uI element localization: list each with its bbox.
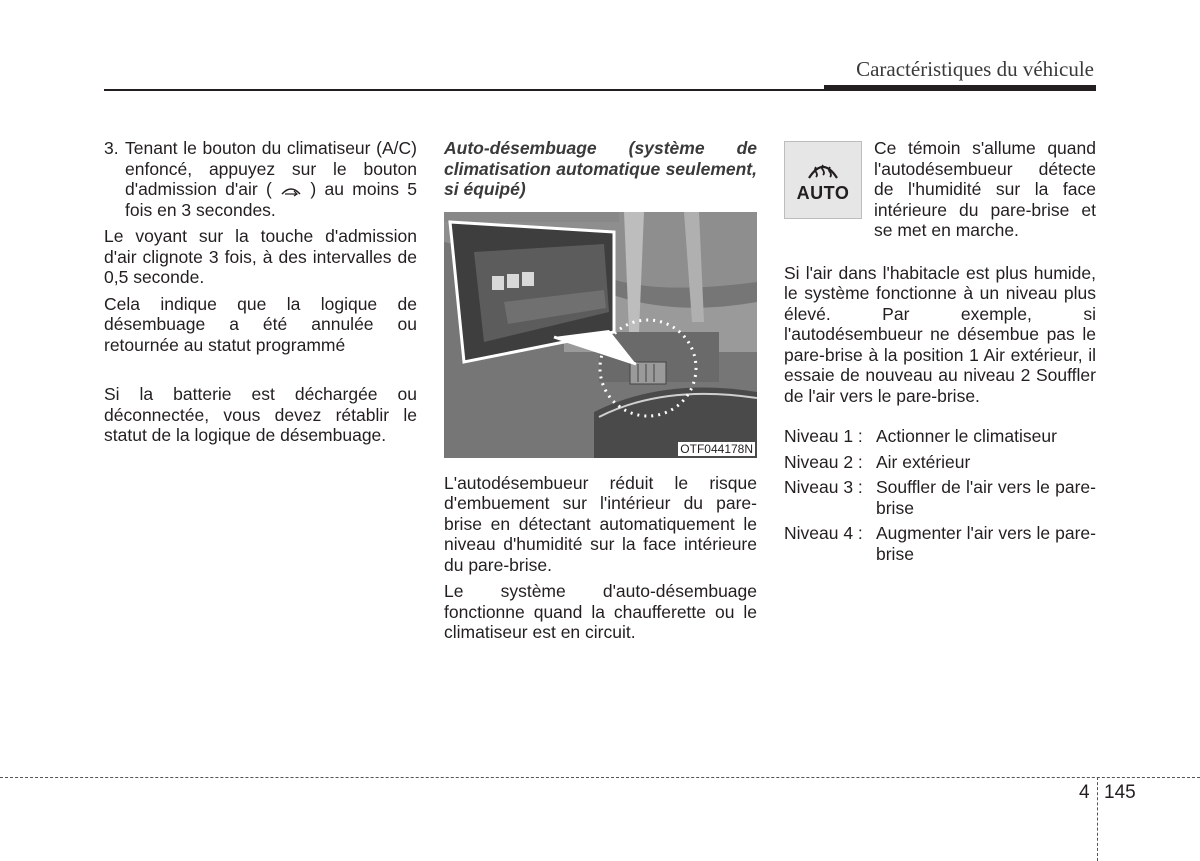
section-title: Caractéristiques du véhicule (856, 57, 1094, 81)
step-number: 3. (104, 138, 119, 158)
column-left (104, 138, 417, 446)
step-text-part-b: ) au moins 5 fois en 3 secondes. (125, 179, 417, 220)
level-text: Air extérieur (876, 451, 971, 472)
level-text: Augmenter l'air vers le pare-brise (876, 523, 1096, 564)
auto-label: AUTO (796, 183, 850, 203)
level-text: Souffler de l'air vers le pare-brise (876, 477, 1096, 518)
windshield-sensor-illustration (444, 212, 757, 458)
level-text: Actionner le climatiseur (876, 426, 1057, 446)
step-text (125, 138, 417, 220)
level-label: Niveau 2 : (784, 451, 863, 472)
auto-defrost-indicator (784, 141, 862, 219)
level-label: Niveau 1 : (784, 426, 863, 446)
paragraph: Si la batterie est déchargée ou déconnectée, vous devez rétablir le statut de la logique de désembuage. (104, 384, 417, 445)
section-heading: Auto-désembuage (système de climatisation automatique seulement, si équipé) (444, 138, 757, 199)
indicator-description: Ce témoin s'allume quand l'autodésembueur détecte de l'humidité sur la face intérieure du pare-brise et se met en marche. (874, 138, 1096, 240)
level-label: Niveau 3 : (784, 477, 863, 497)
figure-illustration (444, 212, 757, 458)
paragraph: Cela indique que la logique de désembuage a été annulée ou retournée au statut programmé (104, 293, 417, 355)
paragraph: Le voyant sur la touche d'admission d'air clignote 3 fois, à des intervalles de 0,5 seconde. (104, 226, 417, 287)
paragraph: Le système d'auto-désembuage fonctionne quand la chaufferette ou le climatiseur est en circuit. (444, 581, 757, 642)
step-3 (104, 138, 417, 220)
level-item (784, 452, 1096, 473)
footer-rule (0, 777, 1200, 778)
column-right (784, 138, 1096, 569)
level-label: Niveau 4 : (784, 523, 863, 543)
level-item (784, 477, 1096, 518)
level-item (784, 426, 1096, 447)
step-text-part-a: Tenant le bouton du climatiseur (A/C) enfoncé, appuyez sur le bouton d'admission d'air ( (125, 138, 417, 199)
air-recirculation-icon (280, 183, 302, 197)
header-rule-accent (824, 85, 1096, 91)
windshield-defrost-icon (806, 158, 840, 184)
paragraph: L'autodésembueur réduit le risque d'embuement sur l'intérieur du pare-brise en détectant automatiquement le niveau d'humidité sur la face intérieure du pare-brise. (444, 472, 757, 575)
column-middle (444, 138, 757, 643)
chapter-number: 4 (1079, 782, 1090, 803)
level-list (784, 426, 1096, 564)
figure-code: OTF044178N (680, 441, 753, 456)
footer-divider (1097, 777, 1098, 861)
level-item (784, 523, 1096, 564)
header-rule (104, 89, 824, 91)
page-number: 145 (1104, 782, 1136, 803)
paragraph: Si l'air dans l'habitacle est plus humide, le système fonctionne à un niveau plus élevé. Par exemple, si l'autodésembueur ne désembue pas le pare-brise à la position 1 Air extérieur, il essaie de nouveau au niveau 2 Souffler de l'air vers le pare-brise. (784, 262, 1096, 406)
